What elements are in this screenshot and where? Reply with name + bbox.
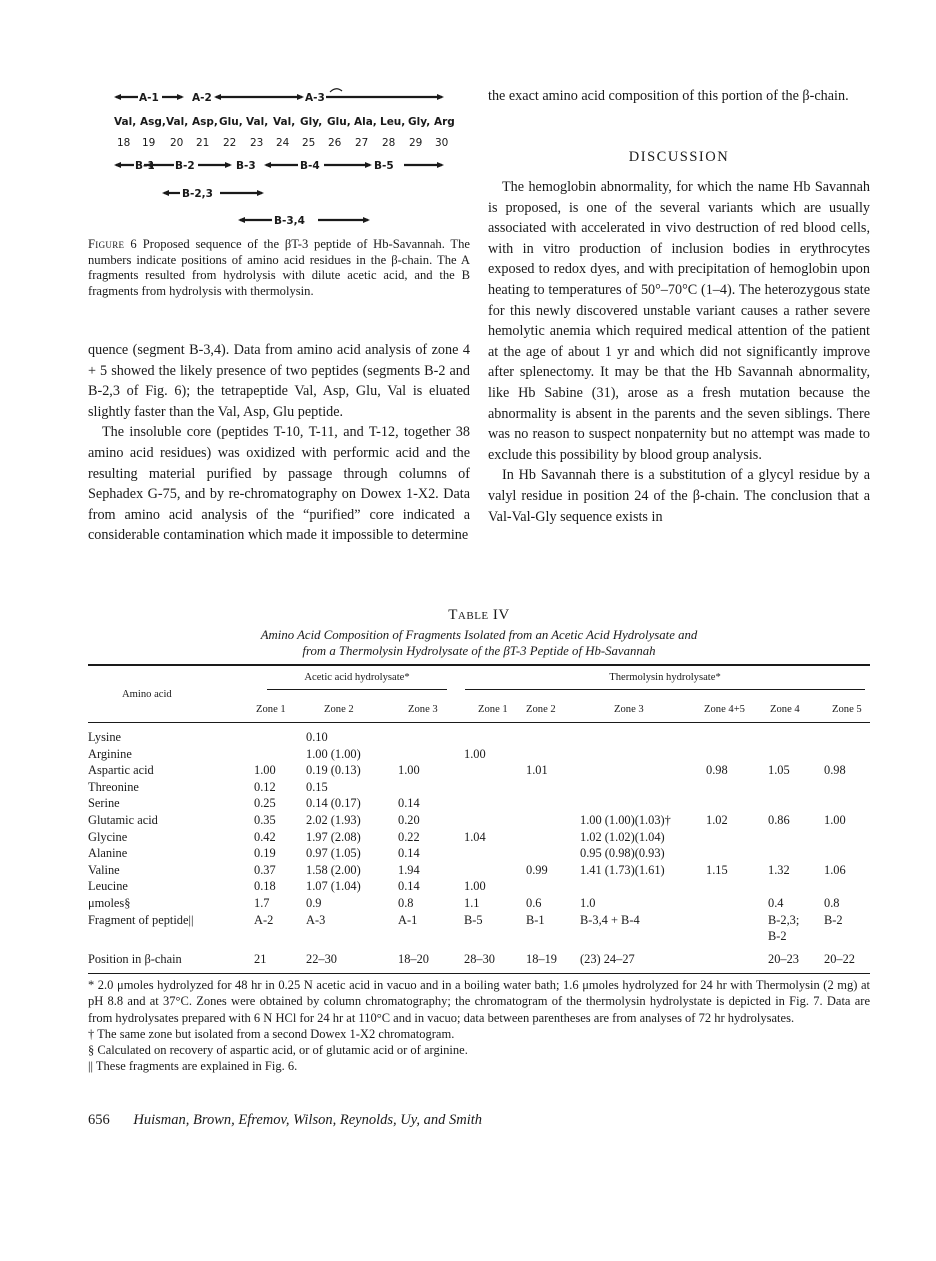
right-column-top [488, 86, 870, 107]
residue: Ala, [354, 116, 377, 128]
table-cell [580, 729, 702, 746]
table-cell [702, 928, 764, 945]
table-cell [460, 762, 522, 779]
row-label: Threonine [88, 779, 139, 794]
column-header: Zone 2 [324, 703, 354, 715]
table-cell: 1.01 [526, 763, 548, 778]
row-label: Position in β-chain [88, 951, 182, 966]
table-cell [824, 928, 870, 945]
table-cell: B-1 [526, 912, 545, 927]
column-header: Zone 3 [408, 703, 438, 715]
paragraph: quence (segment B-3,4). Data from amino acid analysis of zone 4 + 5 showed the likely presence of two peptides (segments B-2 and B-2,3 of Fig. 6); the tetrapeptide Val, Asp, Glu, Val is eluated slightly faster than the Val, Asp, Glu peptide. [88, 342, 470, 420]
table-row [88, 878, 870, 895]
table-cell: 0.14 [398, 879, 420, 894]
table-cell: 28–30 [464, 951, 495, 966]
row-label: Aspartic acid [88, 763, 154, 778]
table-cell: B-2 [824, 912, 843, 927]
position-number: 28 [382, 137, 396, 149]
footnote: § Calculated on recovery of aspartic acid, or of glutamic acid or of arginine. [88, 1043, 468, 1058]
table-row [88, 945, 870, 974]
position-number: 23 [250, 137, 264, 149]
table-cell: 1.00 (1.00)(1.03)† [580, 812, 671, 827]
position-number: 29 [409, 137, 423, 149]
table-cell [764, 878, 824, 895]
label-b-2: B-2 [175, 160, 195, 172]
column-header: Zone 1 [256, 703, 286, 715]
sequence-diagram [112, 84, 472, 234]
residue: Gly, [408, 116, 431, 128]
table-cell: 1.00 [464, 879, 486, 894]
table-cell: 1.00 [824, 812, 846, 827]
position-number: 19 [142, 137, 156, 149]
table-cell [824, 829, 870, 846]
label-a-1: A-1 [139, 92, 159, 104]
residue: Arg [434, 116, 455, 128]
table-cell: 0.19 [254, 846, 276, 861]
table-cell [460, 779, 522, 796]
table-cell: 1.00 [398, 763, 420, 778]
label-b-1: B-1 [135, 160, 155, 172]
row-label [88, 928, 254, 945]
label-b-3: B-3 [236, 160, 256, 172]
table-cell: A-3 [306, 912, 326, 927]
table-cell [702, 945, 764, 974]
table-cell: 0.98 [706, 763, 728, 778]
row-label: μmoles§ [88, 895, 131, 910]
table-row [88, 729, 870, 746]
table-cell [254, 746, 306, 763]
table-cell [522, 845, 580, 862]
table-cell [460, 862, 522, 879]
figure-caption [88, 237, 470, 299]
position-number: 30 [435, 137, 449, 149]
table-cell [702, 912, 764, 929]
table-cell: 0.18 [254, 879, 276, 894]
table-cell [522, 928, 580, 945]
table-cell: 0.35 [254, 812, 276, 827]
table-cell [824, 779, 870, 796]
table-cell: 0.20 [398, 812, 420, 827]
table-row [88, 829, 870, 846]
author-list: Huisman, Brown, Efremov, Wilson, Reynolds, Uy, and Smith [133, 1112, 483, 1128]
table-cell [580, 746, 702, 763]
table-cell [764, 729, 824, 746]
paragraph: The hemoglobin abnormality, for which the name Hb Savannah is proposed, is one of the several variants which are usually associated with accelerated in vivo destruction of red blood cells, with in vitro production of inclusion bodies in erythrocytes exposed to redox dyes, and with precipitation of hemoglobin upon heating to temperatures of 50°–70°C (1–4). The heterozygous state for this newly discovered unstable variant causes a rather severe hemolytic anemia which required medical attention of the patient at the age of about 1 yr and which did not significantly improve after splenectomy. It may be that the Hb Savannah abnormality, like Hb Sabine (31), arose as a fresh mutation because the abnormality is absent in the parents and the seven siblings. There was no reason to suspect nonpaternity but no attempt was made to exclude this possibility by blood group analysis. [488, 179, 870, 463]
table-cell: 0.42 [254, 829, 276, 844]
label-b-4: B-4 [300, 160, 320, 172]
table-cell [254, 729, 306, 746]
footnote: † The same zone but isolated from a second Dowex 1-X2 chromatogram. [88, 1026, 455, 1041]
table-row [88, 762, 870, 779]
table-cell [460, 845, 522, 862]
column-header: Zone 5 [832, 703, 862, 715]
table-cell: 1.1 [464, 895, 480, 910]
table-cell [580, 795, 702, 812]
table-cell: 1.97 (2.08) [306, 829, 361, 844]
table-cell: 0.97 (1.05) [306, 846, 361, 861]
table-cell: 1.04 [464, 829, 486, 844]
table-cell [580, 779, 702, 796]
table-cell [702, 729, 764, 746]
table-cell [824, 795, 870, 812]
paragraph: the exact amino acid composition of this portion of the β-chain. [488, 88, 849, 104]
table-cell: 0.12 [254, 779, 276, 794]
table-caption-line: Amino Acid Composition of Fragments Isolated from an Acetic Acid Hydrolysate and [260, 628, 698, 642]
table-footnotes [88, 977, 870, 1075]
position-number: 21 [196, 137, 210, 149]
table-cell [522, 829, 580, 846]
table-cell: 20–23 [768, 951, 799, 966]
table-row [88, 795, 870, 812]
residue: Leu, [380, 116, 406, 128]
position-number: 27 [355, 137, 369, 149]
position-number: 25 [302, 137, 316, 149]
left-column [88, 340, 470, 546]
table-cell: 0.37 [254, 862, 276, 877]
table-cell: 0.14 [398, 846, 420, 861]
table-cell: 21 [254, 951, 267, 966]
table-cell [764, 829, 824, 846]
table-cell: 1.58 (2.00) [306, 862, 361, 877]
table-cell [702, 895, 764, 912]
row-label: Valine [88, 862, 120, 877]
table-cell: 0.15 [306, 779, 328, 794]
label-b-3-4: B-3,4 [274, 215, 305, 227]
residue: Val, [246, 116, 269, 128]
figure-caption-text: Proposed sequence of the βT-3 peptide of Hb-Savannah. The numbers indicate positions of amino acid residues in the β-chain. The A fragments resulted from hydrolysis with dilute acetic acid, and the B fragments from hydrolysis with thermolysin. [88, 237, 470, 298]
column-header: Zone 2 [526, 703, 556, 715]
group-header-acetic: Acetic acid hydrolysate* [267, 672, 447, 690]
table-cell: 0.19 (0.13) [306, 763, 361, 778]
position-number: 24 [276, 137, 290, 149]
table-cell: 1.7 [254, 895, 270, 910]
residue: Val, [273, 116, 296, 128]
label-b-2-3: B-2,3 [182, 188, 213, 200]
row-label: Alanine [88, 846, 128, 861]
residue: Val, [166, 116, 189, 128]
figure-6 [112, 84, 472, 234]
table-cell [522, 812, 580, 829]
table-cell: 0.86 [768, 812, 790, 827]
table-cell [254, 928, 306, 945]
row-label: Glutamic acid [88, 812, 158, 827]
table-cell: 0.4 [768, 895, 784, 910]
table-cell: 1.0 [580, 895, 596, 910]
table-cell [824, 746, 870, 763]
row-label: Lysine [88, 730, 122, 744]
row-label: Serine [88, 796, 120, 811]
table-cell: 1.07 (1.04) [306, 879, 361, 894]
page-footer [88, 1112, 788, 1129]
position-number: 20 [170, 137, 184, 149]
label-b-5: B-5 [374, 160, 394, 172]
right-column [488, 177, 870, 527]
table-cell: 1.00 (1.00) [306, 746, 361, 761]
table-cell [460, 812, 522, 829]
table-cell [306, 928, 398, 945]
table-cell [824, 878, 870, 895]
table-cell: B-5 [464, 912, 483, 927]
position-number: 18 [117, 137, 131, 149]
table-cell: A-1 [398, 912, 418, 927]
table-iv [88, 664, 870, 974]
group-header-thermolysin: Thermolysin hydrolysate* [465, 672, 865, 690]
table-cell: 1.32 [768, 862, 790, 877]
table-cell: 0.14 [398, 796, 420, 811]
table-caption-line: from a Thermolysin Hydrolysate of the βT-3 Peptide of Hb-Savannah [302, 644, 656, 658]
table-row [88, 912, 870, 929]
table-cell [398, 779, 460, 796]
table-cell [460, 928, 522, 945]
footnote: || These fragments are explained in Fig. 6. [88, 1059, 298, 1074]
table-row [88, 862, 870, 879]
table-cell: A-2 [254, 912, 274, 927]
row-label: Arginine [88, 746, 132, 761]
position-number: 22 [223, 137, 237, 149]
table-row [88, 779, 870, 796]
table-cell [702, 829, 764, 846]
residue: Gly, [300, 116, 323, 128]
figure-label: Figure 6 [88, 237, 137, 251]
table-cell: 1.15 [706, 862, 728, 877]
table-cell [522, 795, 580, 812]
table-cell: 1.02 (1.02)(1.04) [580, 829, 665, 844]
column-header: Zone 4 [770, 703, 800, 715]
column-header: Zone 3 [614, 703, 644, 715]
table-cell: 1.00 [464, 746, 486, 761]
table-cell: 0.98 [824, 763, 846, 778]
table-cell [522, 779, 580, 796]
table-cell [702, 746, 764, 763]
table-cell [764, 779, 824, 796]
table-cell: 0.25 [254, 796, 276, 811]
table-row [88, 812, 870, 829]
table-cell [580, 762, 702, 779]
table-cell [702, 795, 764, 812]
row-label: Fragment of peptide|| [88, 912, 194, 927]
table-cell [398, 746, 460, 763]
table-cell: 0.8 [824, 895, 840, 910]
residue: Asp, [192, 116, 218, 128]
table-cell [460, 729, 522, 746]
residue: Asg, [140, 116, 166, 128]
row-label: Leucine [88, 879, 128, 894]
table-cell [580, 878, 702, 895]
column-header: Amino acid [88, 665, 254, 723]
table-cell: 1.06 [824, 862, 846, 877]
table-cell: 1.94 [398, 862, 420, 877]
table-cell: (23) 24–27 [580, 951, 635, 966]
table-cell [764, 746, 824, 763]
table-row [88, 746, 870, 763]
table-cell [764, 845, 824, 862]
label-a-3: A-3 [305, 92, 325, 104]
label-a-2: A-2 [192, 92, 212, 104]
table-cell [460, 795, 522, 812]
table-cell: 0.8 [398, 895, 414, 910]
table-cell [522, 746, 580, 763]
table-cell: 0.9 [306, 895, 322, 910]
table-cell: 1.00 [254, 763, 276, 778]
table-cell: 0.6 [526, 895, 542, 910]
table-cell: 1.05 [768, 763, 790, 778]
table-cell: B-2 [768, 929, 787, 944]
table-row [88, 928, 870, 945]
paragraph: The insoluble core (peptides T-10, T-11, and T-12, together 38 amino acid residues) was oxidized with performic acid and the resulting material purified by passage through columns of Sephadex G-75, and by re-chromatography on Dowex 1-X2. Data from amino acid analysis of the “purified” core indicated a considerable contamination which made it impossible to determine [88, 424, 470, 544]
column-header: Zone 4+5 [704, 703, 745, 715]
table-body [88, 723, 870, 974]
paragraph: In Hb Savannah there is a substitution of a glycyl residue by a valyl residue in position 24 of the β-chain. The conclusion that a Val-Val-Gly sequence exists in [488, 467, 870, 525]
column-header: Zone 1 [478, 703, 508, 715]
table-cell: 1.41 (1.73)(1.61) [580, 862, 665, 877]
table-cell [824, 729, 870, 746]
table-cell: 20–22 [824, 951, 855, 966]
table-row [88, 895, 870, 912]
table-cell [702, 779, 764, 796]
residue: Val, [114, 116, 137, 128]
table-caption [88, 627, 870, 659]
table-cell: 1.02 [706, 812, 728, 827]
table-cell: 0.10 [306, 730, 328, 744]
table-cell: 22–30 [306, 951, 337, 966]
table-cell: 2.02 (1.93) [306, 812, 361, 827]
table-cell: B-2,3; [768, 912, 800, 927]
page-number: 656 [88, 1112, 110, 1128]
residue: Glu, [327, 116, 351, 128]
row-label: Glycine [88, 829, 128, 844]
table-cell: 0.22 [398, 829, 420, 844]
table-row [88, 845, 870, 862]
table-cell: 0.14 (0.17) [306, 796, 361, 811]
table-cell: 18–20 [398, 951, 429, 966]
table-cell [522, 878, 580, 895]
amino-acid-table [88, 664, 870, 974]
table-cell [398, 729, 460, 746]
table-cell: 0.99 [526, 862, 548, 877]
table-cell [764, 795, 824, 812]
table-cell [580, 928, 702, 945]
table-cell: 18–19 [526, 951, 557, 966]
table-cell [522, 729, 580, 746]
table-cell [824, 845, 870, 862]
section-heading: DISCUSSION [628, 149, 730, 165]
table-title: Table IV [448, 607, 510, 623]
table-cell: B-3,4 + B-4 [580, 912, 640, 927]
footnote: * 2.0 μmoles hydrolyzed for 48 hr in 0.25 N acetic acid in vacuo and in a boiling water bath; 1.6 μmoles hydrolyzed for 24 hr with Thermolysin (2 mg) at pH 8.8 and at 37°C. Zones were obtained by column chromatography; the chromatogram of the thermolysin hydrolystate is depicted in Fig. 7. Data are from hydrolysates prepared with 6 N HCl for 24 hr at 110°C and in vacuo; data between parentheses are from analyses of 72 hr hydrolysates. [88, 978, 870, 1025]
position-number: 26 [328, 137, 342, 149]
table-cell [398, 928, 460, 945]
table-cell [702, 845, 764, 862]
residue: Glu, [219, 116, 243, 128]
table-cell [702, 878, 764, 895]
table-cell: 0.95 (0.98)(0.93) [580, 846, 665, 861]
